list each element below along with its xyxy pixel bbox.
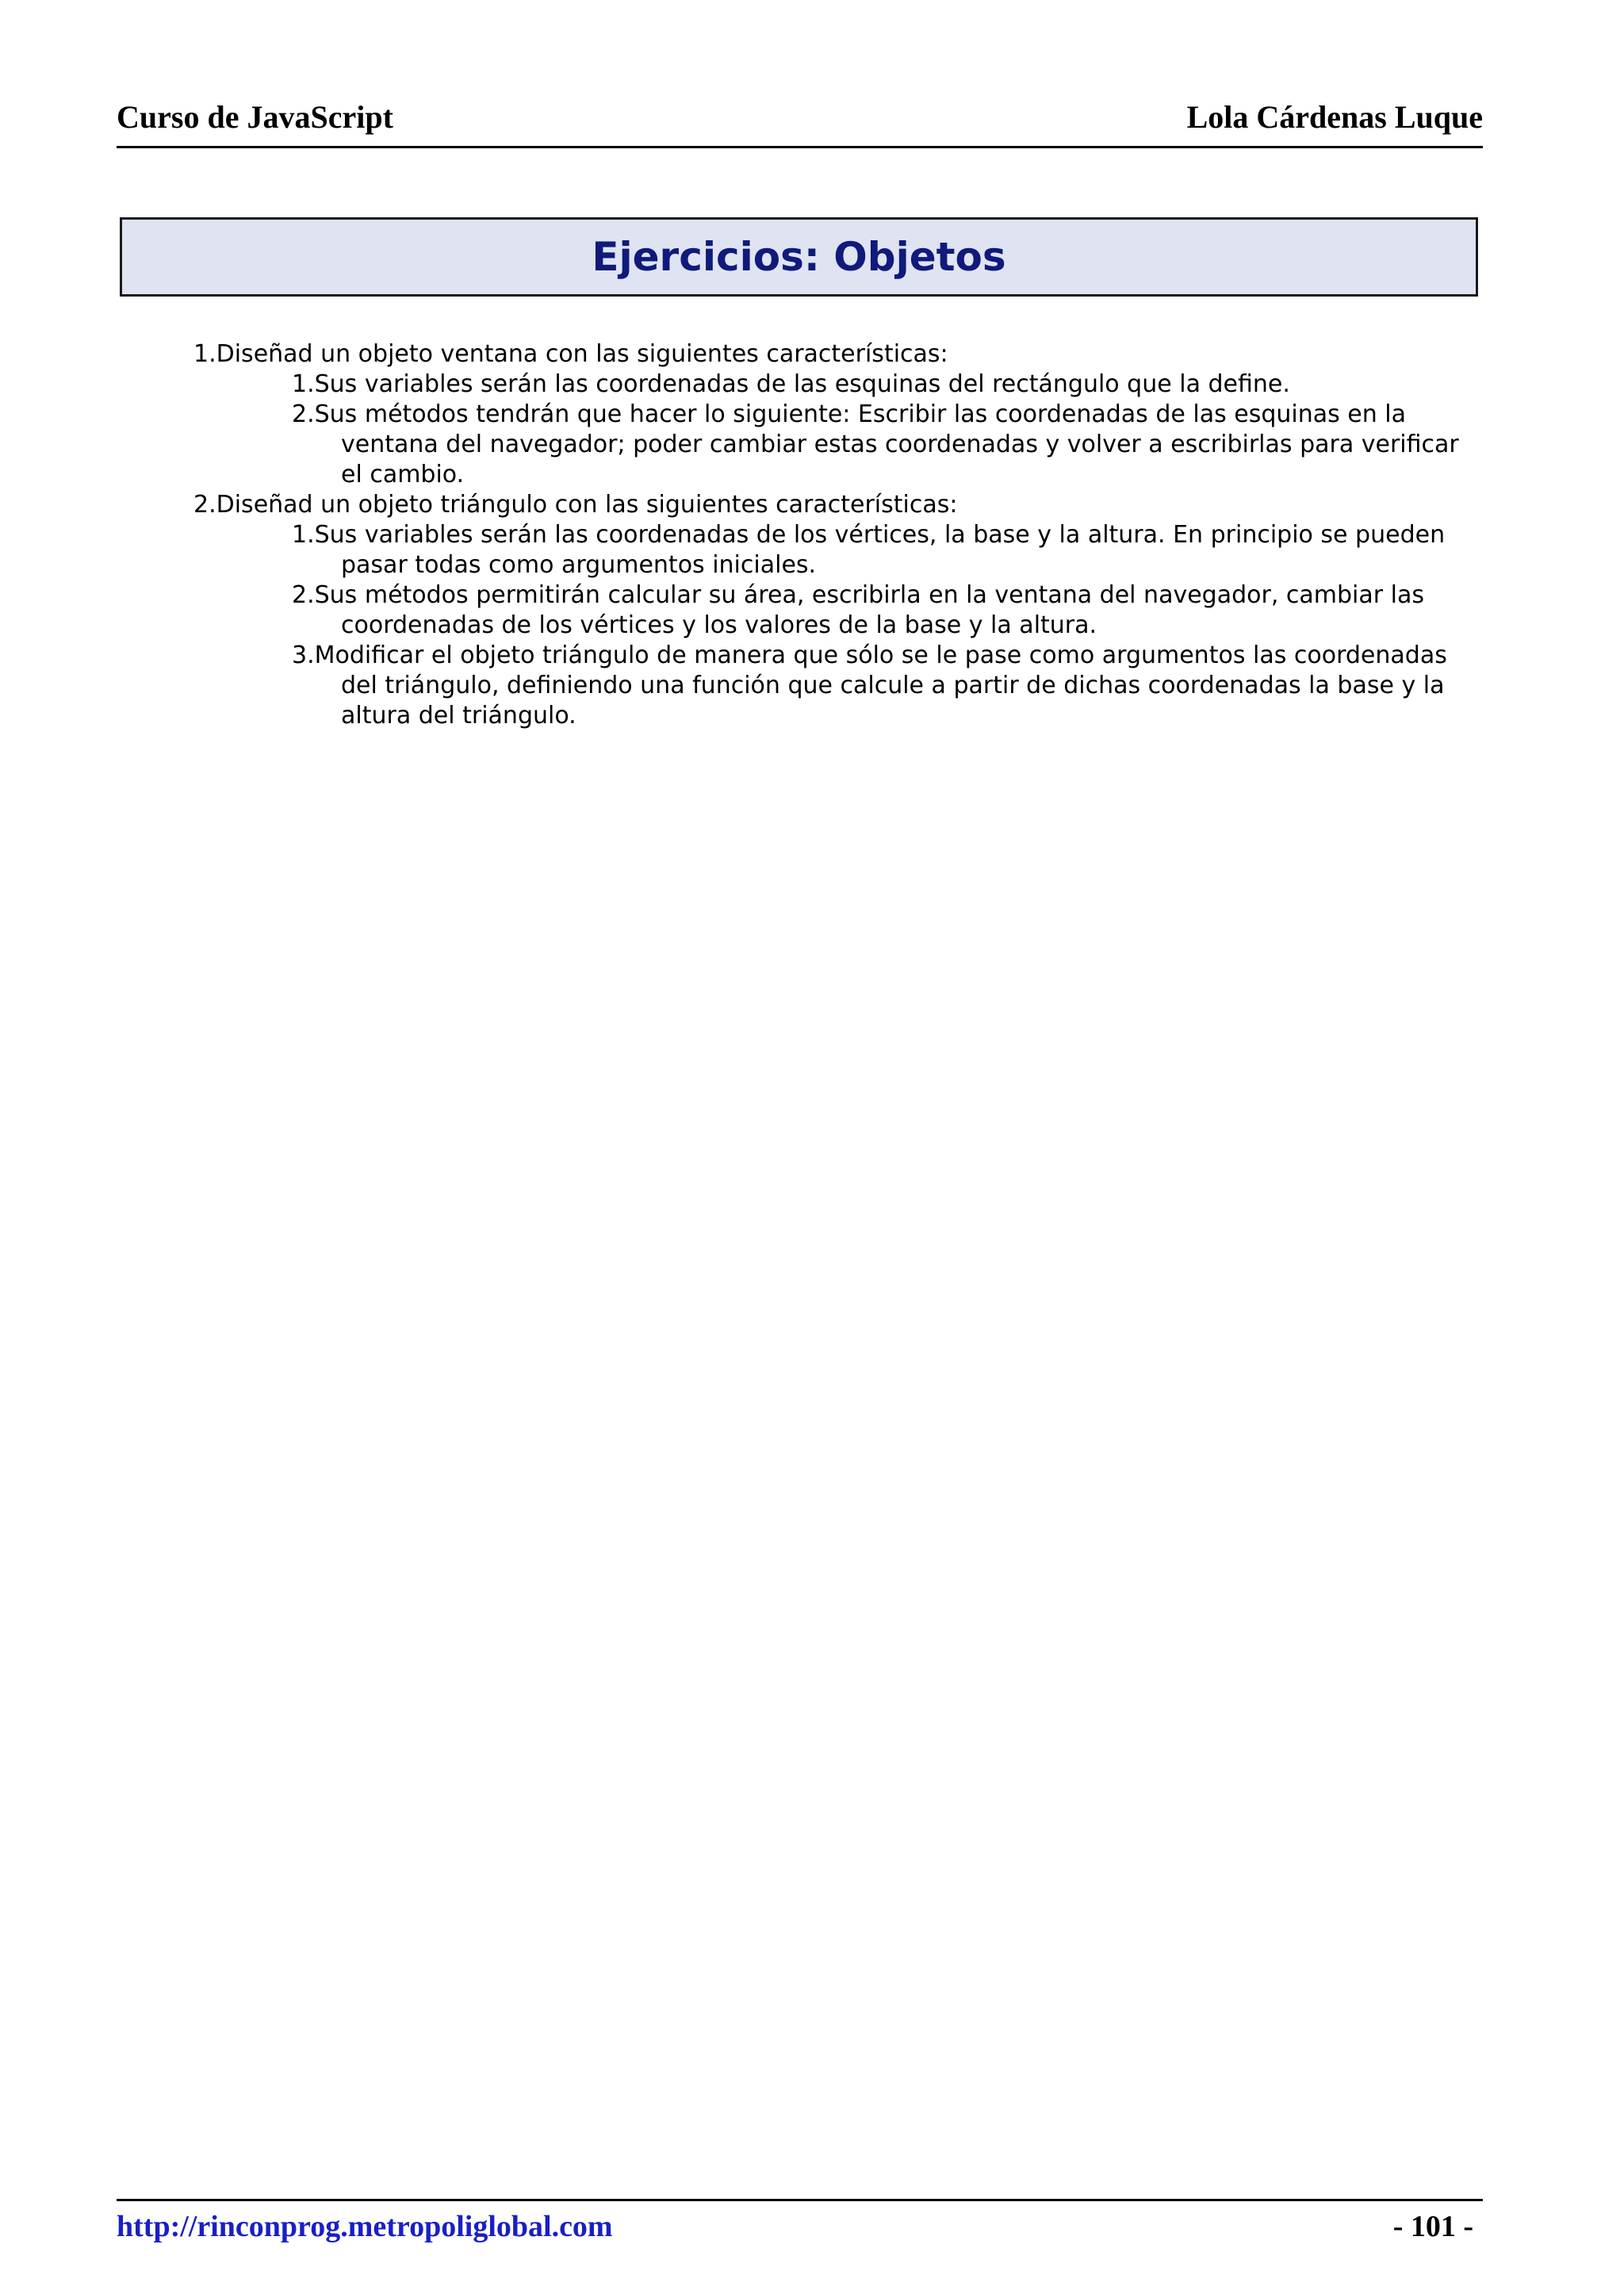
section-title: Ejercicios: Objetos	[592, 234, 1006, 280]
exercise-subitem: 1.Sus variables serán las coordenadas de las esquinas del rectángulo que la define.	[292, 370, 1290, 398]
author-name: Lola Cárdenas Luque	[1186, 99, 1483, 135]
exercise-list	[0, 339, 1624, 731]
exercise-subitem: 2.Sus métodos permitirán calcular su área, escribirla en la ventana del navegador, cambiar las coordenadas de los vértices y los valores de la base y la altura.	[292, 581, 1424, 639]
exercise-subitem: 3.Modificar el objeto triángulo de manera que sólo se le pase como argumentos las coordenadas del triángulo, definiendo una función que calcule a partir de dichas coordenadas la base y la altura del triángulo.	[292, 641, 1447, 730]
exercise-item: 1.Diseñad un objeto ventana con las siguientes características:	[193, 340, 948, 368]
site-url-link[interactable]: http://rinconprog.metropoliglobal.com	[117, 2210, 613, 2243]
page-number: - 101 -	[1392, 2210, 1473, 2243]
exercise-subitem: 1.Sus variables serán las coordenadas de los vértices, la base y la altura. En principio se pueden pasar todas como argumentos iniciales.	[292, 521, 1446, 579]
section-title-box	[120, 217, 1478, 297]
exercise-item: 2.Diseñad un objeto triángulo con las siguientes características:	[193, 491, 958, 519]
course-title: Curso de JavaScript	[117, 99, 393, 135]
exercise-subitem: 2.Sus métodos tendrán que hacer lo siguiente: Escribir las coordenadas de las esquinas en la ventana del navegador; poder cambiar estas coordenadas y volver a escribirlas para verificar el cambio.	[292, 400, 1459, 488]
page-footer	[117, 2199, 1483, 2249]
page-header	[117, 95, 1483, 148]
